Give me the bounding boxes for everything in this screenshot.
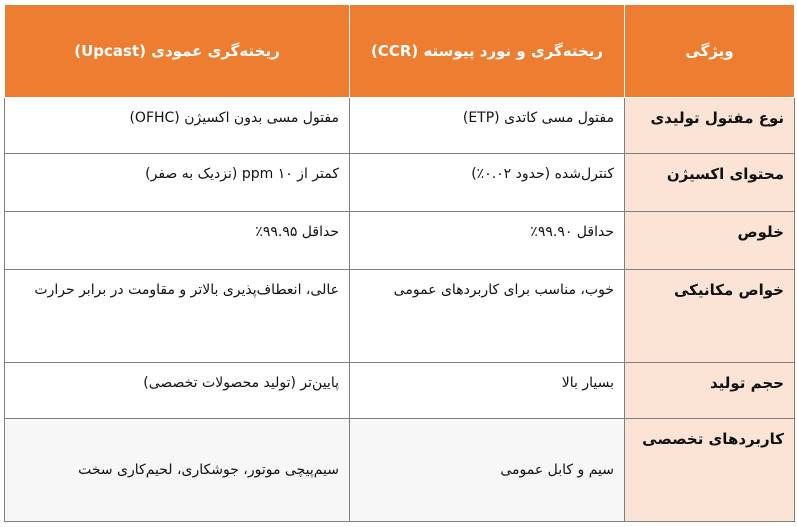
row-ccr-value: خوب، مناسب برای کاربردهای عمومی	[350, 270, 625, 363]
row-upcast-value: مفتول مسی بدون اکسیژن (OFHC)	[5, 98, 350, 154]
table-row	[5, 98, 795, 154]
comparison-table	[4, 4, 795, 522]
row-feature-label: نوع مفتول تولیدی	[625, 98, 795, 154]
table-row	[5, 154, 795, 212]
row-ccr-value: سیم و کابل عمومی	[350, 419, 625, 522]
header-upcast: ریخته‌گری عمودی (Upcast)	[5, 5, 350, 98]
row-feature-label: محتوای اکسیژن	[625, 154, 795, 212]
row-ccr-value: کنترل‌شده (حدود ۰.۰۲٪)	[350, 154, 625, 212]
header-ccr: ریخته‌گری و نورد پیوسته (CCR)	[350, 5, 625, 98]
row-upcast-value: عالی، انعطاف‌پذیری بالاتر و مقاومت در برابر حرارت	[5, 270, 350, 363]
row-feature-label: خواص مکانیکی	[625, 270, 795, 363]
comparison-table-container	[4, 4, 795, 522]
table-row	[5, 212, 795, 270]
row-upcast-value: حداقل ۹۹.۹۵٪	[5, 212, 350, 270]
row-ccr-value: بسیار بالا	[350, 363, 625, 419]
row-feature-label: حجم تولید	[625, 363, 795, 419]
table-row	[5, 363, 795, 419]
table-row	[5, 419, 795, 522]
row-upcast-value: کمتر از ۱۰ ppm (نزدیک به صفر)	[5, 154, 350, 212]
header-feature: ویژگی	[625, 5, 795, 98]
row-feature-label: خلوص	[625, 212, 795, 270]
table-row	[5, 270, 795, 363]
row-ccr-value: حداقل ۹۹.۹۰٪	[350, 212, 625, 270]
table-header-row	[5, 5, 795, 98]
row-upcast-value: پایین‌تر (تولید محصولات تخصصی)	[5, 363, 350, 419]
row-feature-label: کاربردهای تخصصی	[625, 419, 795, 522]
row-ccr-value: مفتول مسی کاتدی (ETP)	[350, 98, 625, 154]
row-upcast-value: سیم‌پیچی موتور، جوشکاری، لحیم‌کاری سخت	[5, 419, 350, 522]
